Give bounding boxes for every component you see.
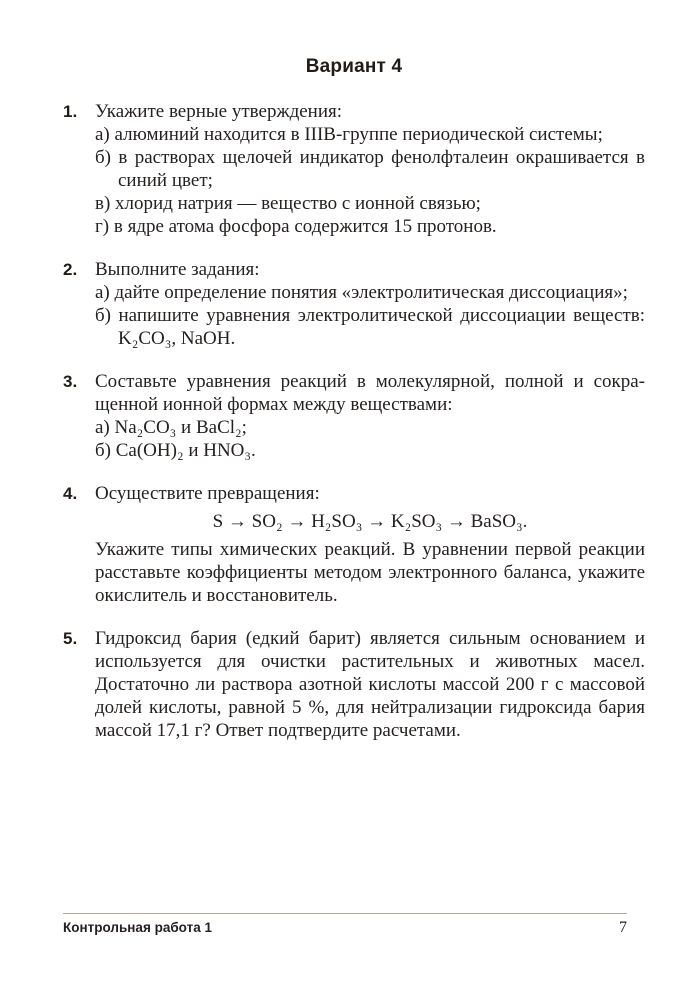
question-option: а) дайте определение понятия «электролитическая диссоциация»; — [95, 282, 628, 303]
page-content — [63, 54, 645, 762]
question-number: 2. — [63, 260, 78, 279]
question-body — [95, 100, 645, 238]
question-lead: Выполните задания: — [95, 259, 260, 280]
question-option: б) Ca(OH)₂ и HNO₃. — [95, 440, 256, 461]
question-paragraph: Гидроксид бария (едкий барит) является сильным основанием и используется для очистки растительных и животных масел. Достаточно ли раствора азотной кислоты массой 200 г с массовой долей кислоты, равной 5 %, для нейтрализации гидроксида бария массой 17,1 г? Ответ подтвердите расчетами. — [95, 628, 645, 741]
page-footer — [63, 913, 627, 936]
footer-row — [63, 914, 627, 936]
question-body — [95, 627, 645, 742]
page-title: Вариант 4 — [305, 56, 403, 77]
question-lead: Осуществите превращения: — [95, 483, 320, 504]
question-option: а) алюминий находится в IIIB-группе периодической системы; — [95, 124, 603, 145]
question-lead: Составьте уравнения реакций в молекулярной, полной и сокращенной ионной формах между веществами: — [95, 371, 645, 415]
question-option: б) напишите уравнения электролитической диссоциации веществ: K₂CO₃, NaOH. — [95, 305, 645, 349]
question-number: 3. — [63, 372, 78, 391]
footer-section-label: Контрольная работа 1 — [63, 920, 212, 935]
question-body — [95, 370, 645, 462]
question-paragraph: Укажите типы химических реакций. В уравнении первой реакции расставьте коэффициенты методом электронного баланса, укажите окислитель и восстановитель. — [95, 539, 645, 606]
page-number: 7 — [619, 919, 627, 936]
question-4 — [63, 482, 645, 607]
question-option: в) хлорид натрия — вещество с ионной связью; — [95, 193, 481, 214]
question-body — [95, 482, 645, 607]
question-option: а) Na₂CO₃ и BaCl₂; — [95, 417, 247, 438]
question-option: б) в растворах щелочей индикатор фенолфталеин окрашивается в синий цвет; — [95, 147, 645, 191]
question-number: 1. — [63, 102, 78, 121]
question-lead: Укажите верные утверждения: — [95, 101, 343, 122]
question-option: г) в ядре атома фосфора содержится 15 протонов. — [95, 216, 497, 237]
question-5 — [63, 627, 645, 742]
transformation-chain-equation: S → SO₂ → H₂SO₃ → K₂SO₃ → BaSO₃. — [212, 511, 528, 532]
question-3 — [63, 370, 645, 462]
question-2 — [63, 258, 645, 350]
question-body — [95, 258, 645, 350]
question-number: 5. — [63, 629, 78, 648]
question-1 — [63, 100, 645, 238]
question-number: 4. — [63, 484, 78, 503]
